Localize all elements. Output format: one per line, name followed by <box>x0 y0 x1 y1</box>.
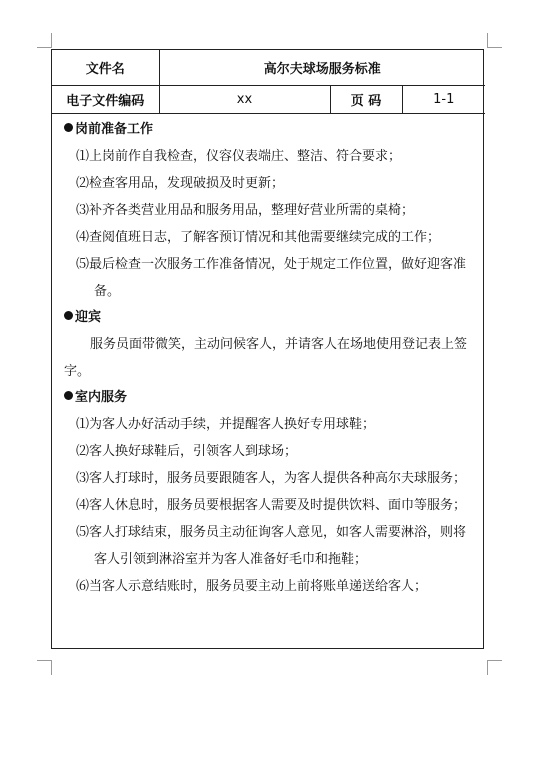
doc-name-value: 高尔夫球场服务标准 <box>159 50 485 86</box>
list-item: ⑵客人换好球鞋后，引领客人到球场； <box>76 444 298 459</box>
list-item: ⑷客人休息时，服务员要根据客人需要及时提供饮料、面巾等服务； <box>76 498 467 513</box>
list-item: ⑴上岗前作自我检查，仪容仪表端庄、整洁、符合要求； <box>76 149 402 164</box>
list-item: ⑴为客人办好活动手续，并提醒客人换好专用球鞋； <box>76 417 376 432</box>
section-heading <box>64 117 473 143</box>
section-title: 岗前准备工作 <box>75 122 154 137</box>
list-item: ⑹当客人示意结账时，服务员要主动上前将账单递送给客人； <box>76 579 428 594</box>
paragraph: 服务员面带微笑，主动问候客人，并请客人在场地使用登记表上签字。 <box>64 337 468 379</box>
crop-mark-bottom-left <box>37 660 52 675</box>
section-heading <box>64 385 473 411</box>
doc-name-label: 文件名 <box>52 50 159 86</box>
page-value: 1-1 <box>402 86 485 114</box>
list-item: ⑶补齐各类营业用品和服务用品，整理好营业所需的桌椅； <box>76 203 415 218</box>
crop-mark-bottom-right <box>487 660 502 675</box>
section-title: 迎宾 <box>75 310 102 325</box>
list-item: ⑵检查客用品，发现破损及时更新； <box>76 176 285 191</box>
list-item: ⑸最后检查一次服务工作准备情况，处于规定工作位置，做好迎客准备。 <box>76 257 467 299</box>
document-frame <box>51 49 484 649</box>
list-item: ⑶客人打球时，服务员要跟随客人，为客人提供各种高尔夫球服务； <box>76 471 467 486</box>
bullet-dot-icon <box>64 391 73 400</box>
crop-mark-top-left <box>37 33 52 48</box>
list-item: ⑷查阅值班日志，了解客预订情况和其他需要继续完成的工作； <box>76 230 441 245</box>
list-item: ⑸客人打球结束，服务员主动征询客人意见，如客人需要淋浴，则将客人引领到淋浴室并为客人准备好毛巾和拖鞋； <box>76 525 467 567</box>
doc-code-value: xx <box>159 86 330 114</box>
bullet-dot-icon <box>64 311 73 320</box>
section-heading <box>64 305 473 331</box>
doc-code-label: 电子文件编码 <box>52 86 159 114</box>
page-label: 页 码 <box>330 86 402 114</box>
section-title: 室内服务 <box>75 390 128 405</box>
header-table <box>52 50 485 114</box>
document-body <box>52 114 483 600</box>
crop-mark-top-right <box>487 33 502 48</box>
bullet-dot-icon <box>64 123 73 132</box>
